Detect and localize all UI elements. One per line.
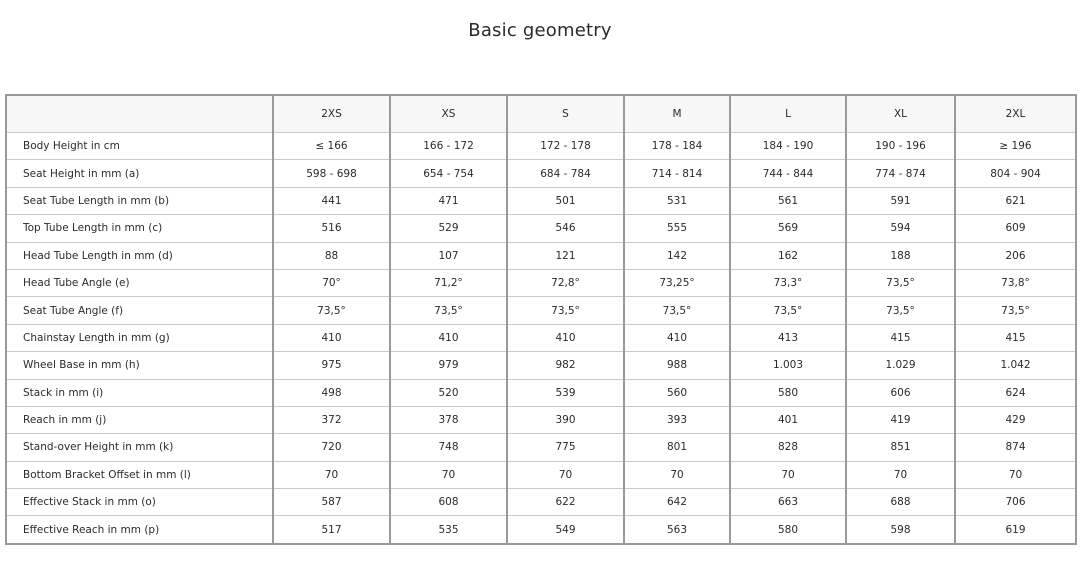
row-label: Top Tube Length in mm (c): [6, 215, 273, 242]
value-cell: 706: [955, 489, 1076, 516]
value-cell: 539: [507, 379, 624, 406]
value-cell: 520: [390, 379, 507, 406]
table-row: [6, 242, 1076, 269]
value-cell: 663: [730, 489, 846, 516]
value-cell: 563: [624, 516, 730, 544]
value-cell: 516: [273, 215, 390, 242]
table-row: [6, 379, 1076, 406]
row-label: Body Height in cm: [6, 133, 273, 160]
row-label: Wheel Base in mm (h): [6, 352, 273, 379]
table-row: [6, 434, 1076, 461]
value-cell: 188: [846, 242, 955, 269]
row-label: Reach in mm (j): [6, 406, 273, 433]
value-cell: 107: [390, 242, 507, 269]
value-cell: 720: [273, 434, 390, 461]
value-cell: 498: [273, 379, 390, 406]
value-cell: 569: [730, 215, 846, 242]
value-cell: 982: [507, 352, 624, 379]
table-row: [6, 215, 1076, 242]
value-cell: 429: [955, 406, 1076, 433]
value-cell: 178 - 184: [624, 133, 730, 160]
size-header-2xl: 2XL: [955, 95, 1076, 133]
value-cell: 471: [390, 187, 507, 214]
value-cell: 73,3°: [730, 269, 846, 296]
value-cell: 88: [273, 242, 390, 269]
row-label: Head Tube Angle (e): [6, 269, 273, 296]
row-label: Head Tube Length in mm (d): [6, 242, 273, 269]
value-cell: 162: [730, 242, 846, 269]
table-row: [6, 516, 1076, 544]
value-cell: 410: [507, 324, 624, 351]
value-cell: 748: [390, 434, 507, 461]
table-row: [6, 406, 1076, 433]
value-cell: 801: [624, 434, 730, 461]
value-cell: 70: [624, 461, 730, 488]
value-cell: 72,8°: [507, 269, 624, 296]
value-cell: 501: [507, 187, 624, 214]
row-label: Stack in mm (i): [6, 379, 273, 406]
value-cell: 121: [507, 242, 624, 269]
value-cell: 531: [624, 187, 730, 214]
value-cell: 410: [273, 324, 390, 351]
value-cell: 517: [273, 516, 390, 544]
value-cell: 70°: [273, 269, 390, 296]
value-cell: 1.003: [730, 352, 846, 379]
value-cell: 975: [273, 352, 390, 379]
value-cell: 851: [846, 434, 955, 461]
value-cell: 608: [390, 489, 507, 516]
table-header: [6, 95, 1076, 133]
value-cell: 529: [390, 215, 507, 242]
value-cell: 410: [624, 324, 730, 351]
value-cell: 73,5°: [846, 269, 955, 296]
value-cell: 988: [624, 352, 730, 379]
table-row: [6, 352, 1076, 379]
value-cell: 410: [390, 324, 507, 351]
value-cell: 166 - 172: [390, 133, 507, 160]
size-header-xs: XS: [390, 95, 507, 133]
table-row: [6, 297, 1076, 324]
value-cell: 73,5°: [730, 297, 846, 324]
value-cell: 184 - 190: [730, 133, 846, 160]
value-cell: 142: [624, 242, 730, 269]
value-cell: 73,5°: [390, 297, 507, 324]
value-cell: 70: [955, 461, 1076, 488]
value-cell: 688: [846, 489, 955, 516]
value-cell: 73,5°: [273, 297, 390, 324]
value-cell: 393: [624, 406, 730, 433]
row-label: Stand-over Height in mm (k): [6, 434, 273, 461]
table-row: [6, 269, 1076, 296]
value-cell: 73,5°: [507, 297, 624, 324]
value-cell: 979: [390, 352, 507, 379]
table-row: [6, 133, 1076, 160]
row-label: Seat Tube Angle (f): [6, 297, 273, 324]
value-cell: 70: [390, 461, 507, 488]
value-cell: 401: [730, 406, 846, 433]
value-cell: 714 - 814: [624, 160, 730, 187]
value-cell: 73,5°: [955, 297, 1076, 324]
value-cell: 609: [955, 215, 1076, 242]
value-cell: 606: [846, 379, 955, 406]
table-row: [6, 461, 1076, 488]
page-title: Basic geometry: [468, 20, 612, 41]
row-label: Chainstay Length in mm (g): [6, 324, 273, 351]
value-cell: 804 - 904: [955, 160, 1076, 187]
table-body: [6, 133, 1076, 544]
value-cell: 654 - 754: [390, 160, 507, 187]
value-cell: 1.029: [846, 352, 955, 379]
value-cell: 390: [507, 406, 624, 433]
value-cell: 619: [955, 516, 1076, 544]
table-row: [6, 160, 1076, 187]
row-label: Bottom Bracket Offset in mm (l): [6, 461, 273, 488]
value-cell: 441: [273, 187, 390, 214]
value-cell: 622: [507, 489, 624, 516]
value-cell: 684 - 784: [507, 160, 624, 187]
value-cell: 419: [846, 406, 955, 433]
size-header-m: M: [624, 95, 730, 133]
value-cell: 73,5°: [624, 297, 730, 324]
size-header-l: L: [730, 95, 846, 133]
value-cell: 828: [730, 434, 846, 461]
value-cell: 587: [273, 489, 390, 516]
value-cell: 378: [390, 406, 507, 433]
value-cell: 555: [624, 215, 730, 242]
value-cell: 190 - 196: [846, 133, 955, 160]
value-cell: 70: [507, 461, 624, 488]
table-row: [6, 489, 1076, 516]
value-cell: 535: [390, 516, 507, 544]
row-label: Effective Stack in mm (o): [6, 489, 273, 516]
value-cell: 594: [846, 215, 955, 242]
value-cell: 73,8°: [955, 269, 1076, 296]
value-cell: 70: [730, 461, 846, 488]
value-cell: 70: [273, 461, 390, 488]
value-cell: 73,25°: [624, 269, 730, 296]
value-cell: 206: [955, 242, 1076, 269]
geometry-table: [5, 94, 1077, 545]
value-cell: 560: [624, 379, 730, 406]
value-cell: ≥ 196: [955, 133, 1076, 160]
value-cell: 415: [846, 324, 955, 351]
row-label: Effective Reach in mm (p): [6, 516, 273, 544]
value-cell: 624: [955, 379, 1076, 406]
value-cell: 642: [624, 489, 730, 516]
value-cell: 591: [846, 187, 955, 214]
value-cell: 372: [273, 406, 390, 433]
row-label: Seat Height in mm (a): [6, 160, 273, 187]
value-cell: 549: [507, 516, 624, 544]
size-header-xl: XL: [846, 95, 955, 133]
value-cell: 172 - 178: [507, 133, 624, 160]
value-cell: 415: [955, 324, 1076, 351]
table-row: [6, 324, 1076, 351]
value-cell: 580: [730, 516, 846, 544]
value-cell: 598 - 698: [273, 160, 390, 187]
header-corner-cell: [6, 95, 273, 133]
value-cell: 774 - 874: [846, 160, 955, 187]
value-cell: 70: [846, 461, 955, 488]
header-row: [6, 95, 1076, 133]
row-label: Seat Tube Length in mm (b): [6, 187, 273, 214]
table-row: [6, 187, 1076, 214]
value-cell: 775: [507, 434, 624, 461]
value-cell: 580: [730, 379, 846, 406]
value-cell: 73,5°: [846, 297, 955, 324]
value-cell: 561: [730, 187, 846, 214]
value-cell: 598: [846, 516, 955, 544]
size-header-s: S: [507, 95, 624, 133]
value-cell: 621: [955, 187, 1076, 214]
value-cell: 1.042: [955, 352, 1076, 379]
size-header-2xs: 2XS: [273, 95, 390, 133]
value-cell: ≤ 166: [273, 133, 390, 160]
value-cell: 874: [955, 434, 1076, 461]
value-cell: 71,2°: [390, 269, 507, 296]
value-cell: 546: [507, 215, 624, 242]
value-cell: 744 - 844: [730, 160, 846, 187]
value-cell: 413: [730, 324, 846, 351]
